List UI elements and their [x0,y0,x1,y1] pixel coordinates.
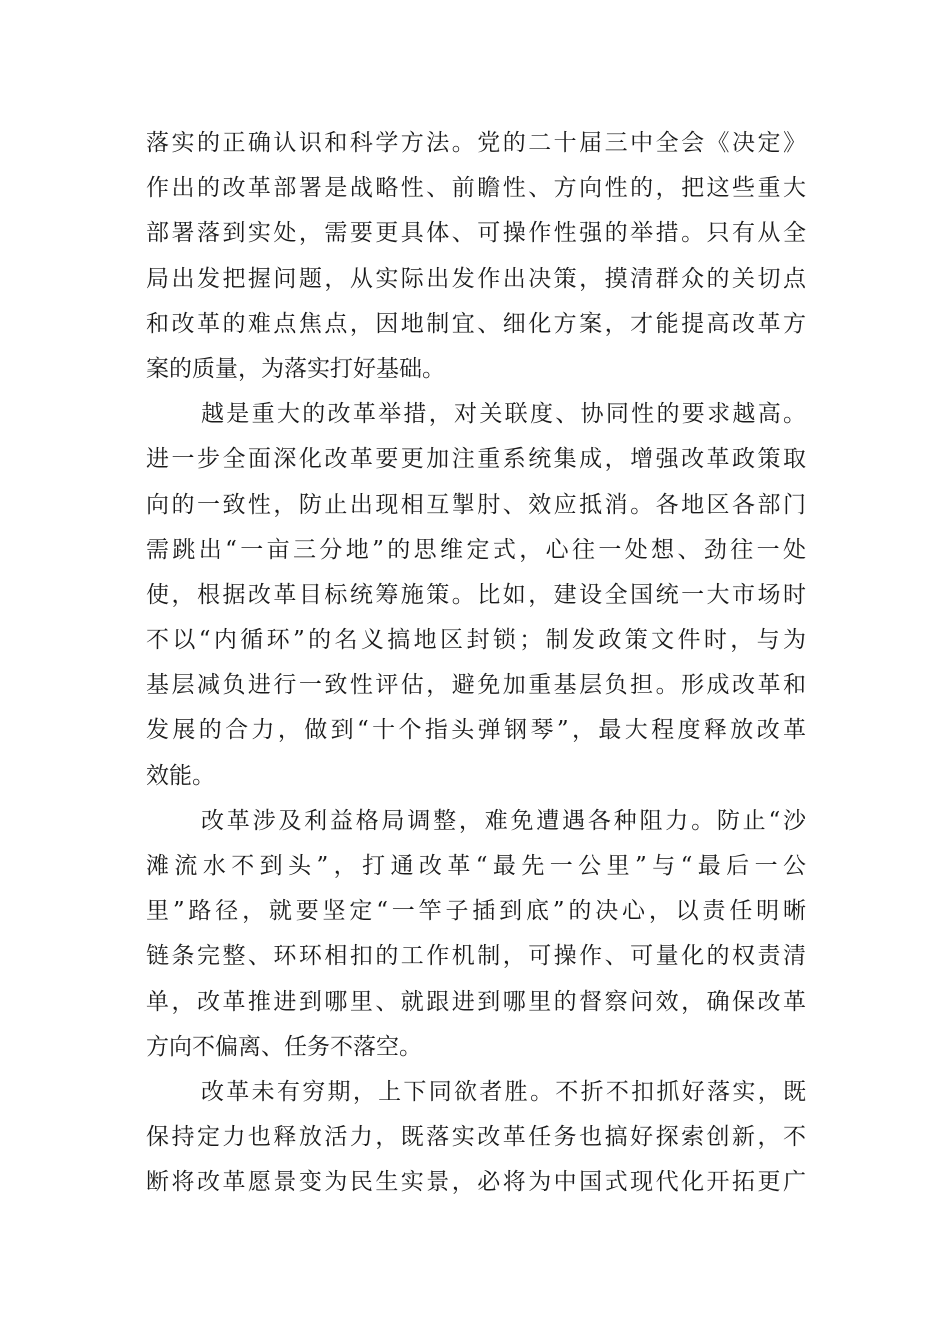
text-line: 里”路径，就要坚定“一竿子插到底”的决心，以责任明晰 [146,898,806,925]
text-line: 作出的改革部署是战略性、前瞻性、方向性的，把这些重大 [146,175,806,202]
text-line: 需跳出“一亩三分地”的思维定式，心往一处想、劲往一处 [146,536,806,563]
text-line: 局出发把握问题，从实际出发作出决策，摸清群众的关切点 [146,265,806,292]
text-line: 和改革的难点焦点，因地制宜、细化方案，才能提高改革方 [146,310,806,337]
text-line: 进一步全面深化改革要更加注重系统集成，增强改革政策取 [146,446,806,473]
text-line: 链条完整、环环相扣的工作机制，可操作、可量化的权责清 [146,943,806,970]
paragraph-first-line: 改革涉及利益格局调整，难免遭遇各种阻力。防止“沙 [201,807,806,834]
document-body [146,121,806,1206]
text-line: 滩流水不到头”，打通改革“最先一公里”与“最后一公 [146,853,806,879]
text-line: 案的质量，为落实打好基础。 [146,355,445,382]
text-line: 效能。 [146,762,215,789]
text-line: 方向不偏离、任务不落空。 [146,1033,422,1060]
text-line: 发展的合力，做到“十个指头弹钢琴”，最大程度释放改革 [146,717,806,744]
paragraph-first-line: 改革未有穷期，上下同欲者胜。不折不扣抓好落实，既 [201,1078,806,1105]
text-line: 不以“内循环”的名义搞地区封锁；制发政策文件时，与为 [146,627,806,654]
text-line: 落实的正确认识和科学方法。党的二十届三中全会《决定》 [146,130,806,156]
text-line: 保持定力也释放活力，既落实改革任务也搞好探索创新，不 [146,1124,806,1151]
text-line: 向的一致性，防止出现相互掣肘、效应抵消。各地区各部门 [146,491,806,518]
paragraph-first-line: 越是重大的改革举措，对关联度、协同性的要求越高。 [201,401,806,428]
text-line: 单，改革推进到哪里、就跟进到哪里的督察问效，确保改革 [146,988,806,1015]
text-line: 基层减负进行一致性评估，避免加重基层负担。形成改革和 [146,672,806,699]
text-line: 使，根据改革目标统筹施策。比如，建设全国统一大市场时 [146,581,806,608]
text-line: 部署落到实处，需要更具体、可操作性强的举措。只有从全 [146,220,806,247]
text-line: 断将改革愿景变为民生实景，必将为中国式现代化开拓更广 [146,1169,806,1196]
